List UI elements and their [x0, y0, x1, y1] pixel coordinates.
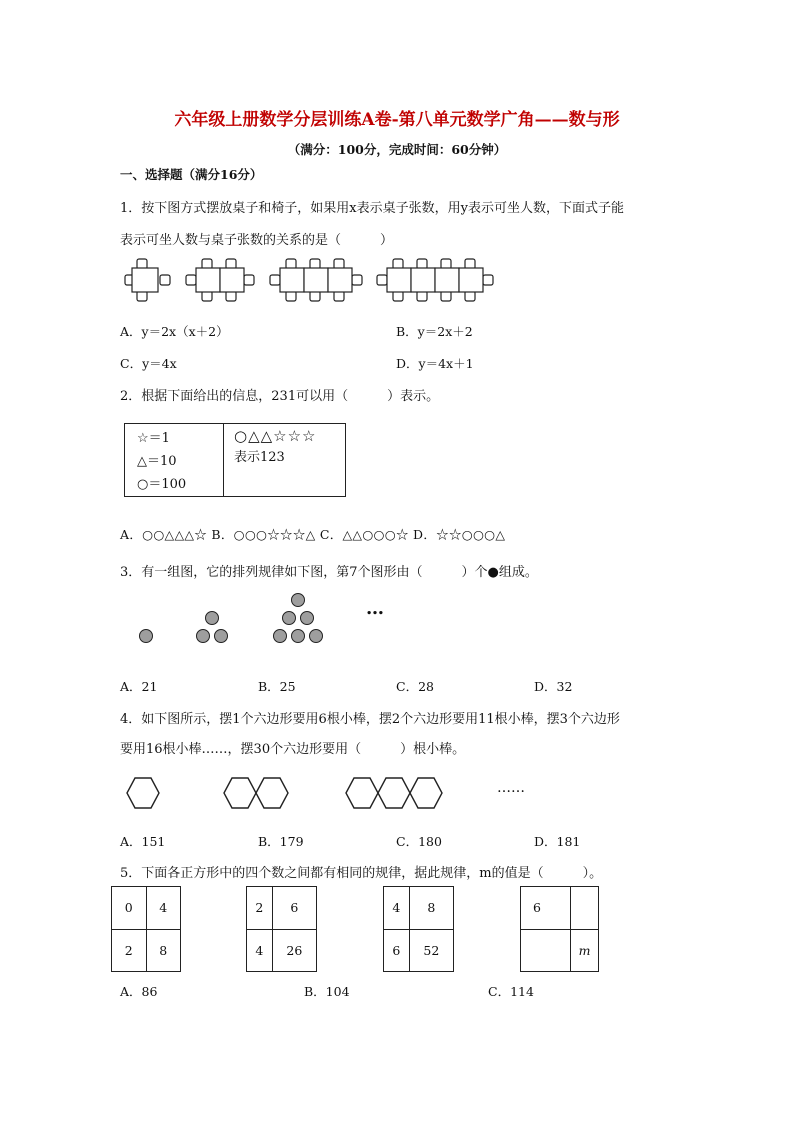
number-square-2: [246, 886, 317, 972]
question-5-text: 5．下面各正方形中的四个数之间都有相同的规律，据此规律，m的值是（ ）。: [120, 866, 603, 881]
question-3-option-c[interactable]: C．28: [396, 679, 434, 694]
square-1-bottom-left: 2: [112, 929, 147, 972]
square-4-bottom-right: m: [571, 929, 599, 972]
example-symbols: ○△△☆☆☆: [234, 427, 317, 445]
hexagon-pattern-3: [346, 778, 442, 808]
dot-pattern-2: [197, 612, 228, 643]
symbol-legend-box: [124, 423, 346, 497]
table-arrangement-4: [377, 259, 493, 301]
square-2-top-right: 6: [272, 887, 316, 930]
square-1-bottom-right: 8: [146, 929, 181, 972]
square-1-top-right: 4: [146, 887, 181, 930]
question-1-option-d[interactable]: D．y＝4x＋1: [396, 356, 474, 371]
square-3-top-right: 8: [409, 887, 453, 930]
legend-circle: ○＝100: [137, 477, 187, 492]
page-subtitle: （满分：100分，完成时间：60分钟）: [287, 142, 507, 157]
square-4-top-left: 6: [521, 887, 571, 930]
square-4-bottom-left: [521, 929, 571, 972]
question-1-line-1: 1．按下图方式摆放桌子和椅子，如果用x表示桌子张数，用y表示可坐人数，下面式子能: [120, 201, 624, 216]
square-2-bottom-left: 4: [247, 929, 273, 972]
question-4-option-b[interactable]: B．179: [258, 834, 304, 849]
question-2-options[interactable]: A．○○△△△☆ B．○○○☆☆☆△ C．△△○○○☆ D．☆☆○○○△: [120, 527, 506, 542]
dot-pattern-3: [274, 594, 323, 643]
question-1-option-b[interactable]: B．y＝2x＋2: [396, 324, 473, 339]
number-square-4: [520, 886, 599, 972]
table-arrangement-2: [186, 259, 254, 301]
question-4-option-d[interactable]: D．181: [534, 834, 581, 849]
question-2-text: 2．根据下面给出的信息，231可以用（ ）表示。: [120, 389, 440, 404]
section-heading-choice: 一、选择题（满分16分）: [120, 167, 263, 182]
table-arrangement-1: [125, 259, 170, 301]
symbol-example: [224, 424, 346, 497]
question-1-line-2: 表示可坐人数与桌子张数的关系的是（ ）: [120, 233, 394, 248]
question-5-option-b[interactable]: B．104: [304, 984, 350, 999]
question-3-text: 3．有一组图，它的排列规律如下图，第7个图形由（ ）个●组成。: [120, 565, 538, 580]
question-3-option-b[interactable]: B．25: [258, 679, 296, 694]
square-3-bottom-left: 6: [384, 929, 410, 972]
hexagon-figure: [120, 770, 460, 820]
question-5-option-c[interactable]: C．114: [488, 984, 534, 999]
square-3-bottom-right: 52: [409, 929, 453, 972]
question-1-option-a[interactable]: A．y＝2x（x＋2）: [120, 324, 229, 339]
square-3-top-left: 4: [384, 887, 410, 930]
hexagon-ellipsis: ……: [497, 780, 525, 796]
question-1-option-c[interactable]: C．y＝4x: [120, 356, 177, 371]
question-4-option-a[interactable]: A．151: [120, 834, 166, 849]
square-2-top-left: 2: [247, 887, 273, 930]
hexagon-pattern-1: [127, 778, 159, 808]
question-4-option-c[interactable]: C．180: [396, 834, 442, 849]
legend-triangle: △＝10: [137, 454, 177, 469]
example-caption: 表示123: [234, 450, 285, 465]
symbol-legend: [125, 424, 224, 497]
square-4-top-right: [571, 887, 599, 930]
question-4-line-2: 要用16根小棒……，摆30个六边形要用（ ）根小棒。: [120, 742, 466, 757]
page-title: 六年级上册数学分层训练A卷-第八单元数学广角——数与形: [174, 110, 620, 130]
table-chair-figure: [120, 255, 510, 305]
dot-triangle-figure: [130, 590, 340, 650]
square-1-top-left: 0: [112, 887, 147, 930]
number-square-1: [111, 886, 181, 972]
question-4-line-1: 4．如下图所示，摆1个六边形要用6根小棒，摆2个六边形要用11根小棒，摆3个六边形: [120, 712, 620, 727]
table-arrangement-3: [270, 259, 362, 301]
dot-pattern-1: [140, 630, 153, 643]
question-3-option-a[interactable]: A．21: [120, 679, 158, 694]
question-5-option-a[interactable]: A．86: [120, 984, 158, 999]
number-square-3: [383, 886, 454, 972]
legend-star: ☆＝1: [137, 431, 170, 446]
hexagon-pattern-2: [224, 778, 288, 808]
pattern-ellipsis: …: [366, 598, 384, 619]
question-3-option-d[interactable]: D．32: [534, 679, 573, 694]
square-2-bottom-right: 26: [272, 929, 316, 972]
